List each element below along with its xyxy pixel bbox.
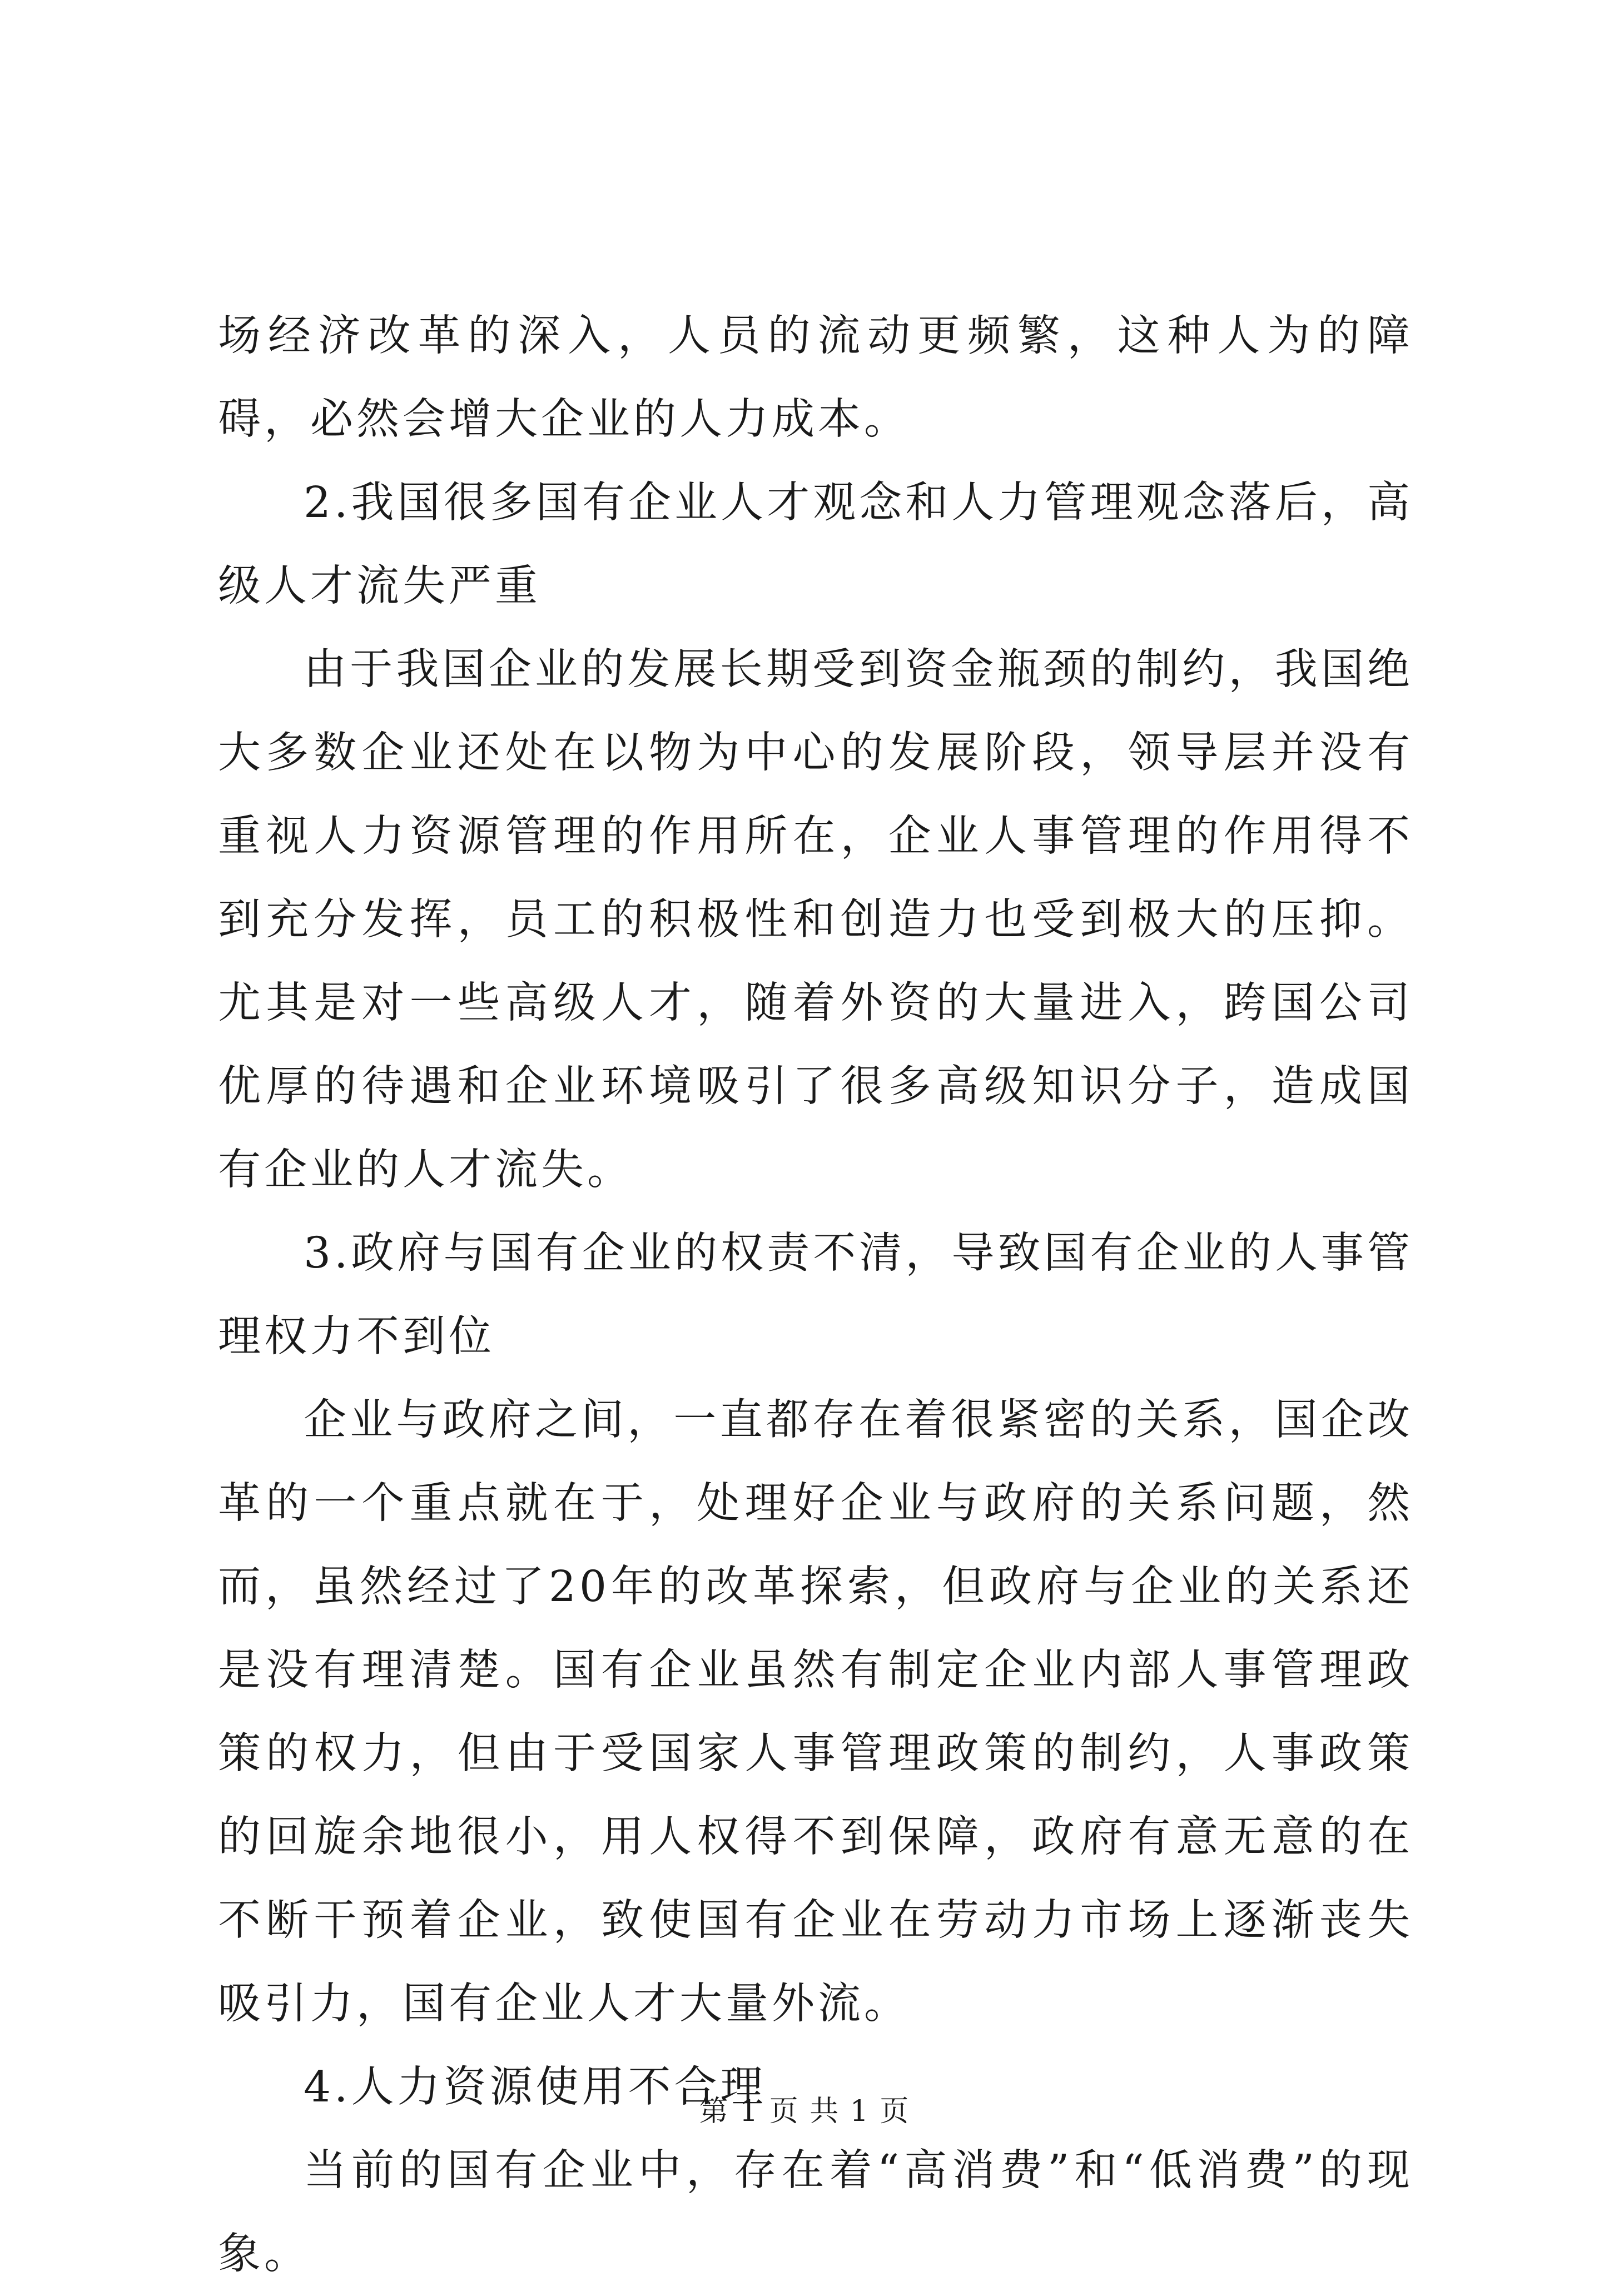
document-body (218, 295, 1413, 2296)
section-heading: 4.人力资源使用不合理 (304, 2063, 767, 2112)
paragraph: 当前的国有企业中，存在着“高消费”和“低消费”的现象。 (218, 2146, 1413, 2279)
page-number-footer: 第 1 页 共 1 页 (699, 2095, 910, 2128)
paragraph: 企业与政府之间，一直都存在着很紧密的关系，国企改革的一个重点就在于，处理好企业与政府的关系问题，然而，虽然经过了20年的改革探索，但政府与企业的关系还是没有理清楚。国有企业虽然有制定企业内部人事管理政策的权力，但由于受国家人事管理政策的制约，人事政策的回旋余地很小，用人权得不到保障，政府有意无意的在不断干预着企业，致使国有企业在劳动力市场上逐渐丧失吸引力，国有企业人才大量外流。 (218, 1395, 1413, 2029)
section-heading: 3.政府与国有企业的权责不清，导致国有企业的人事管理权力不到位 (218, 1229, 1413, 1361)
paragraph: 场经济改革的深入，人员的流动更频繁，这种人为的障碍，必然会增大企业的人力成本。 (218, 311, 1413, 444)
paragraph: 由于我国企业的发展长期受到资金瓶颈的制约，我国绝大多数企业还处在以物为中心的发展阶段，领导层并没有重视人力资源管理的作用所在，企业人事管理的作用得不到充分发挥，员工的积极性和创造力也受到极大的压抑。尤其是对一些高级人才，随着外资的大量进入，跨国公司优厚的待遇和企业环境吸引了很多高级知识分子，造成国有企业的人才流失。 (218, 645, 1413, 1195)
section-heading: 2.我国很多国有企业人才观念和人力管理观念落后，高级人才流失严重 (218, 478, 1413, 611)
